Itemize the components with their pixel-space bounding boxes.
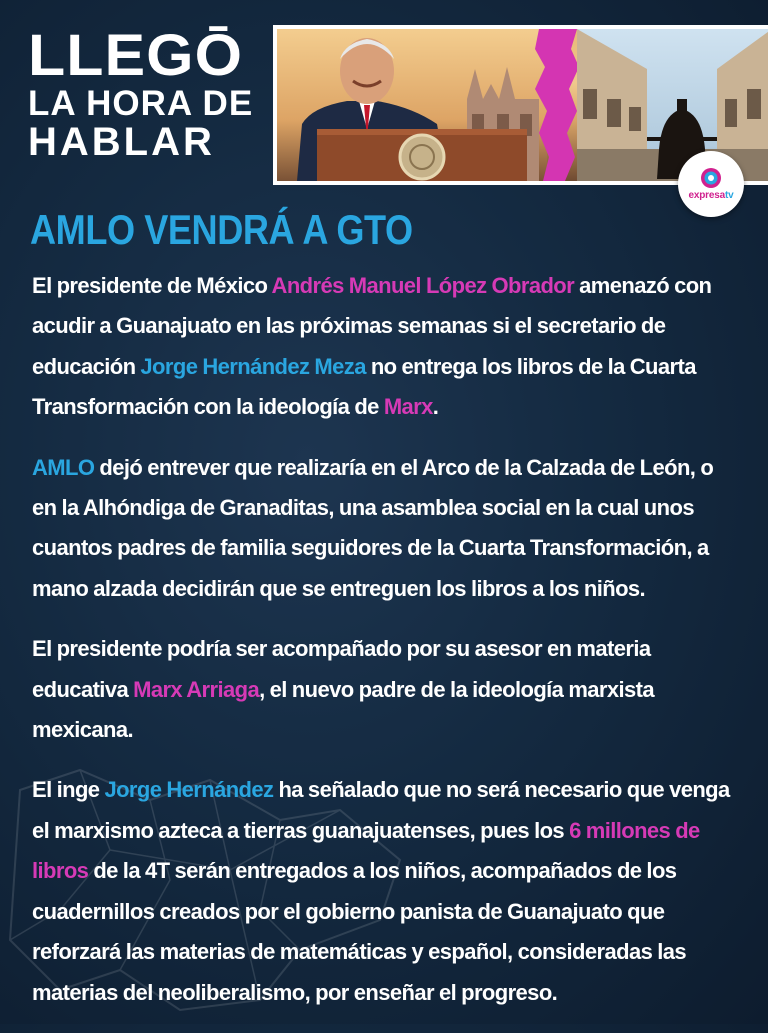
- brand-name: [689, 190, 734, 201]
- paragraph-2: [32, 448, 736, 610]
- text-run: de la 4T serán entregados a los niños, acompañados de los cuadernillos creados por el gobierno panista de Guanajuato que reforzará las materias de matemáticas y español, consideradas las materias del neoliberalismo, por enseñar el progreso.: [32, 858, 687, 1005]
- text-run: El presidente podría ser acompañado por su asesor en materia educativa: [32, 636, 651, 702]
- highlight-figure: 6 millones de libros: [32, 817, 700, 884]
- paragraph-3: [32, 629, 736, 750]
- text-run: ha señalado que no será necesario que venga el marxismo azteca a tierras guanajuatenses, pues los: [32, 777, 730, 843]
- text-run: dejó entrever que realizaría en el Arco de la Calzada de León, o en la Alhóndiga de Granaditas, una asamblea social en la cual unos cuantos padres de familia seguidores de la Cuarta Transformación, a mano alzada decidirán que se entreguen los libros a los niños.: [32, 454, 714, 601]
- highlight-name: Jorge Hernández: [104, 777, 274, 803]
- highlight-name: Andrés Manuel López Obrador: [271, 273, 575, 298]
- header: [0, 0, 768, 205]
- text-run: El presidente de México: [32, 273, 272, 298]
- logo-line-3: HABLAR: [28, 120, 215, 164]
- text-run: .: [432, 394, 439, 420]
- text-run: , el nuevo padre de la ideología marxista mexicana.: [32, 676, 655, 743]
- highlight-name: Marx Arriaga: [133, 676, 260, 702]
- expresa-tv-logo-icon: [697, 167, 725, 189]
- text-run: no entrega los libros de la Cuarta Transformación con la ideología de: [32, 353, 696, 420]
- highlight-name: AMLO: [32, 454, 95, 480]
- highlight-name: Marx: [383, 394, 433, 420]
- text-run: El inge: [32, 777, 105, 803]
- article-body: [32, 266, 736, 1033]
- paragraph-1: [32, 266, 736, 428]
- headline: AMLO VENDRÁ A GTO: [30, 206, 413, 253]
- logo-line-2: LA HORA DE: [28, 84, 254, 123]
- brand-name-main: expresa: [688, 190, 725, 201]
- brand-name-suffix: tv: [724, 190, 734, 201]
- program-logo: [28, 23, 258, 164]
- expresa-tv-logo: [678, 151, 744, 217]
- paragraph-4: [32, 770, 736, 1012]
- logo-line-1: LLEGŌ: [28, 23, 244, 88]
- text-run: amenazó con acudir a Guanajuato en las próximas semanas si el secretario de educación: [32, 273, 712, 379]
- highlight-name: Jorge Hernández Meza: [140, 353, 366, 379]
